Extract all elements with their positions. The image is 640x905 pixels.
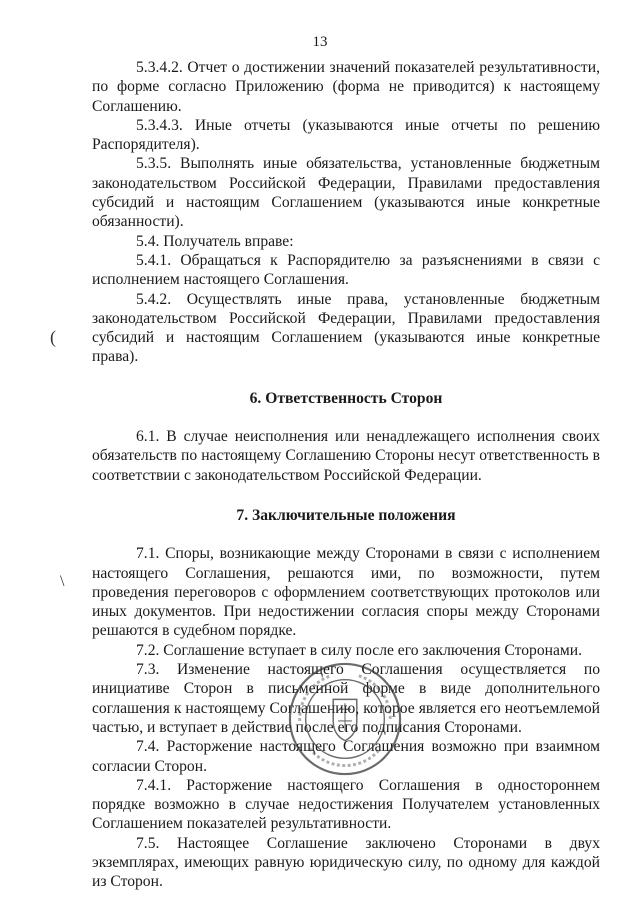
paragraph-5-3-4-3: 5.3.4.3. Иные отчеты (указываются иные отчеты по решению Распорядителя). xyxy=(92,116,600,154)
paragraph-6-1: 6.1. В случае неисполнения или ненадлежащего исполнения своих обязательств по настоящему Соглашению Стороны несут ответственность в соответствии с законодательством Российской Федерации. xyxy=(92,428,600,484)
paragraph-5-4-1: 5.4.1. Обращаться к Распорядителю за разъяснениями в связи с исполнением настоящего Соглашения. xyxy=(92,251,600,289)
paragraph-5-3-5: 5.3.5. Выполнять иные обязательства, установленные бюджетным законодательством Российской Федерации, Правилами предоставления субсидий и настоящим Соглашением (указываются иные конкретные обязанности). xyxy=(92,155,600,231)
margin-mark-tick: \ xyxy=(60,573,65,590)
seal-text-arc-bottom xyxy=(310,749,381,766)
paragraph-7-1: 7.1. Споры, возникающие между Сторонами в связи с исполнением настоящего Соглашения, решаются ими, по возможности, путем проведения переговоров с оформлением соответствующих протоколов или иных документов. При недостижении согласия споры между Сторонами решаются в судебном порядке. xyxy=(92,545,600,640)
paragraph-5-3-4-2: 5.3.4.2. Отчет о достижении значений показателей результативности, по форме согласно Приложению (форма не приводится) к настоящему Соглашению. xyxy=(92,59,600,115)
paragraph-7-5: 7.5. Настоящее Соглашение заключено Сторонами в двух экземплярах, имеющих равную юридическую силу, по одному для каждой из Сторон. xyxy=(92,834,600,891)
coat-of-arms-detail xyxy=(338,703,352,731)
official-seal-stamp xyxy=(286,660,404,778)
paragraph-7-3: 7.3. Изменение настоящего Соглашения осуществляется по инициативе Сторон в письменной форме в виде дополнительного соглашения к настоящему Соглашению, которое является его неотъемлемой частью, и вступает в действие после его подписания Сторонами. xyxy=(92,661,600,736)
margin-mark-paren: ( xyxy=(50,327,56,347)
section-6-heading: 6. Ответственность Сторон xyxy=(249,389,443,407)
section-7-heading: 7. Заключительные положения xyxy=(236,506,456,524)
paragraph-7-4-1: 7.4.1. Расторжение настоящего Соглашения в одностороннем порядке возможно в случае недостижения Получателем установленных Соглашением показателей результативности. xyxy=(92,776,600,833)
page-number: 13 xyxy=(312,34,328,50)
paragraph-5-4-2: 5.4.2. Осуществлять иные права, установленные бюджетным законодательством Российской Федерации, Правилами предоставления субсидий и настоящим Соглашением (указываются иные конкретные права). xyxy=(92,290,600,366)
paragraph-5-4: 5.4. Получатель вправе: xyxy=(136,232,294,250)
paragraph-7-2: 7.2. Соглашение вступает в силу после его заключения Сторонами. xyxy=(136,641,583,659)
paragraph-7-4: 7.4. Расторжение настоящего Соглашения возможно при взаимном согласии Сторон. xyxy=(92,738,600,775)
